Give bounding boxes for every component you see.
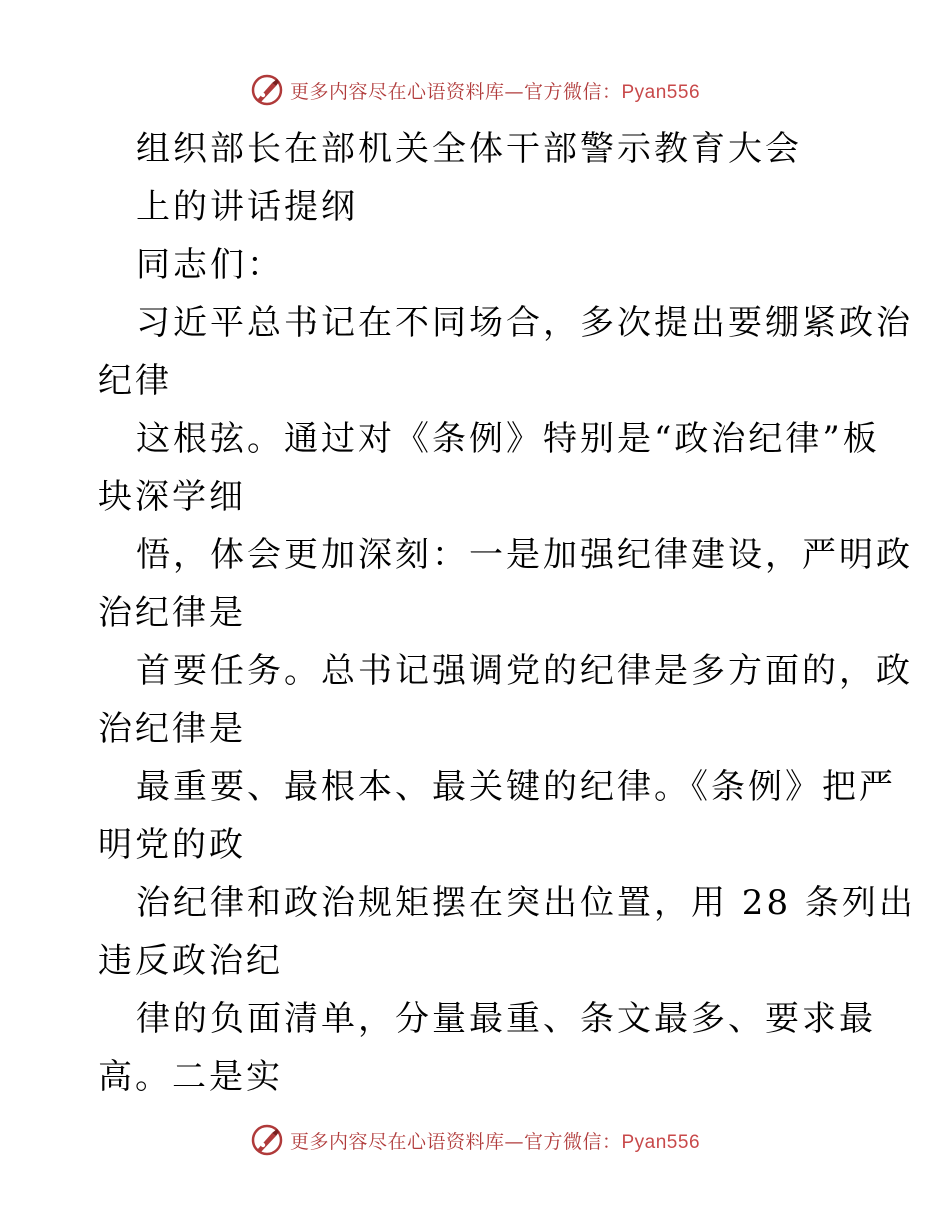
footer-banner-label: 更多内容尽在心语资料库—官方微信： [289, 1130, 622, 1153]
footer-watermark-banner [0, 1120, 950, 1160]
footer-wechat-id: Pyan556 [621, 1131, 701, 1153]
header-watermark-text [290, 77, 700, 104]
body-line: 最重要、最根本、最关键的纪律。《条例》把严 [136, 767, 896, 807]
header-banner-label: 更多内容尽在心语资料库—官方微信： [289, 80, 622, 103]
footer-watermark-text [290, 1127, 700, 1154]
body-line: 律的负面清单，分量最重、条文最多、要求最 [136, 999, 876, 1039]
body-line: 纪律 [98, 361, 172, 401]
pen-logo-icon [250, 1123, 284, 1157]
header-wechat-id: Pyan556 [621, 81, 701, 103]
body-line: 治纪律和政治规矩摆在突出位置，用 28 条列出 [136, 883, 916, 923]
pen-logo-icon [250, 73, 284, 107]
title-line-2: 上的讲话提纲 [136, 187, 358, 227]
body-line: 明党的政 [98, 825, 246, 865]
body-line: 块深学细 [98, 477, 246, 517]
body-line: 违反政治纪 [98, 941, 283, 981]
body-line: 高。二是实 [98, 1057, 283, 1097]
body-line: 首要任务。总书记强调党的纪律是多方面的，政 [136, 651, 913, 691]
title-line-1: 组织部长在部机关全体干部警示教育大会 [136, 129, 802, 169]
body-line: 悟，体会更加深刻：一是加强纪律建设，严明政 [136, 535, 913, 575]
body-line: 治纪律是 [98, 593, 246, 633]
body-line: 这根弦。通过对《条例》特别是“政治纪律”板 [136, 419, 880, 459]
body-line: 治纪律是 [98, 709, 246, 749]
body-line: 习近平总书记在不同场合，多次提出要绷紧政治 [136, 303, 913, 343]
document-body [98, 120, 916, 1106]
header-watermark-banner [0, 70, 950, 110]
salutation: 同志们： [136, 245, 284, 285]
